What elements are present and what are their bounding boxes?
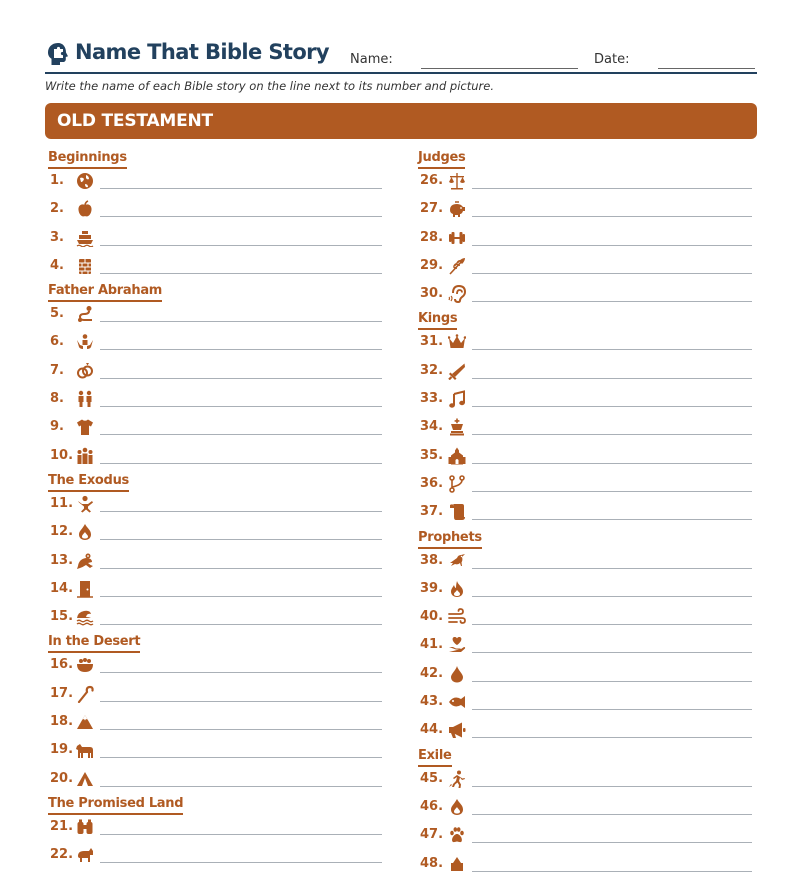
question-row (418, 574, 754, 602)
banner-title: OLD TESTAMENT (57, 111, 213, 131)
calf-icon (76, 741, 94, 759)
question-row (418, 849, 754, 877)
fire-icon (76, 523, 94, 541)
shirt-icon (76, 418, 94, 436)
question-number: 18. (50, 714, 74, 730)
question-row (48, 223, 384, 251)
ship-icon (76, 229, 94, 247)
section-banner (45, 103, 757, 139)
question-number: 29. (420, 257, 444, 273)
section-heading-label: In the Desert (48, 634, 140, 653)
binoculars-icon (76, 818, 94, 836)
answer-line[interactable] (472, 786, 752, 787)
answer-line[interactable] (100, 378, 382, 379)
question-number: 47. (420, 827, 444, 843)
answer-line[interactable] (100, 406, 382, 407)
question-row (418, 715, 754, 743)
answer-line[interactable] (100, 463, 382, 464)
frog-icon (76, 552, 94, 570)
head-puzzle-icon (45, 41, 71, 67)
answer-line[interactable] (472, 842, 752, 843)
question-number: 46. (420, 798, 444, 814)
animal-icon (76, 846, 94, 864)
question-row (418, 602, 754, 630)
answer-line[interactable] (472, 378, 752, 379)
question-row (48, 840, 384, 868)
question-row (48, 356, 384, 384)
question-number: 38. (420, 552, 444, 568)
droplet-icon (448, 665, 466, 683)
question-number: 26. (420, 173, 444, 188)
question-number: 9. (50, 419, 64, 435)
answer-line[interactable] (100, 624, 382, 625)
answer-line[interactable] (472, 406, 752, 407)
family-icon (76, 447, 94, 465)
question-number: 22. (50, 847, 74, 863)
wind-icon (448, 608, 466, 626)
answer-line[interactable] (472, 349, 752, 350)
question-row (418, 166, 754, 194)
question-row (48, 574, 384, 602)
question-row (418, 384, 754, 412)
answer-line[interactable] (472, 568, 752, 569)
section-heading-beginnings (48, 146, 384, 166)
section-heading-the-exodus (48, 469, 384, 489)
question-row (418, 441, 754, 469)
answer-line[interactable] (100, 834, 382, 835)
question-row (48, 166, 384, 194)
twins-icon (76, 390, 94, 408)
question-row (48, 546, 384, 574)
fish-icon (448, 693, 466, 711)
answer-line[interactable] (100, 539, 382, 540)
question-row (48, 441, 384, 469)
answer-line[interactable] (472, 681, 752, 682)
answer-line[interactable] (100, 273, 382, 274)
item-icon (448, 855, 466, 873)
page-title: Name That Bible Story (75, 40, 330, 64)
answer-line[interactable] (472, 273, 752, 274)
question-number: 13. (50, 552, 74, 568)
question-number: 42. (420, 665, 444, 681)
question-number: 34. (420, 419, 444, 435)
crow-icon (448, 552, 466, 570)
scales-icon (448, 172, 466, 190)
question-row (48, 517, 384, 545)
megaphone-icon (448, 721, 466, 739)
right-column (418, 146, 754, 877)
section-heading-label: Prophets (418, 530, 482, 549)
answer-line[interactable] (472, 463, 752, 464)
question-number: 5. (50, 306, 64, 322)
question-row (48, 194, 384, 222)
question-row (418, 194, 754, 222)
section-heading-label: The Promised Land (48, 796, 183, 815)
question-row (48, 327, 384, 355)
question-row (48, 707, 384, 735)
answer-line[interactable] (100, 245, 382, 246)
question-number: 15. (50, 609, 74, 625)
section-heading-label: Judges (418, 150, 465, 169)
answer-line[interactable] (472, 624, 752, 625)
question-number: 10. (50, 447, 74, 463)
question-row (418, 356, 754, 384)
section-heading-in-the-desert (48, 630, 384, 650)
answer-line[interactable] (100, 729, 382, 730)
question-number: 3. (50, 229, 64, 245)
ear-icon (448, 285, 466, 303)
section-heading-label: Father Abraham (48, 283, 162, 302)
brick-tower-icon (76, 257, 94, 275)
question-row (418, 764, 754, 792)
question-row (48, 412, 384, 440)
answer-line[interactable] (100, 349, 382, 350)
fire-icon (448, 798, 466, 816)
question-row (48, 679, 384, 707)
tent-icon (76, 770, 94, 788)
water-wave-icon (76, 608, 94, 626)
question-number: 19. (50, 742, 74, 758)
sword-icon (448, 362, 466, 380)
answer-line[interactable] (472, 519, 752, 520)
answer-line[interactable] (100, 701, 382, 702)
question-row (418, 327, 754, 355)
crown-icon (448, 333, 466, 351)
answer-line[interactable] (472, 596, 752, 597)
name-label: Name: (350, 52, 393, 67)
fork-path-icon (448, 475, 466, 493)
question-number: 43. (420, 694, 444, 710)
section-heading-the-promised-land (48, 792, 384, 812)
answer-line[interactable] (100, 216, 382, 217)
left-column (48, 146, 384, 869)
section-heading-judges (418, 146, 754, 166)
question-row (48, 602, 384, 630)
bread-bowl-icon (76, 656, 94, 674)
question-number: 32. (420, 362, 444, 378)
answer-line[interactable] (472, 737, 752, 738)
question-number: 48. (420, 855, 444, 871)
question-number: 7. (50, 362, 64, 378)
scroll-icon (448, 503, 466, 521)
hands-holding-child-icon (76, 333, 94, 351)
answer-line[interactable] (100, 568, 382, 569)
door-icon (76, 580, 94, 598)
question-row (418, 792, 754, 820)
question-row (418, 497, 754, 525)
question-row (418, 412, 754, 440)
piggy-bank-icon (448, 200, 466, 218)
section-heading-father-abraham (48, 279, 384, 299)
section-heading-kings (418, 307, 754, 327)
question-number: 39. (420, 580, 444, 596)
question-number: 44. (420, 722, 444, 738)
apple-icon (76, 200, 94, 218)
answer-line[interactable] (472, 245, 752, 246)
answer-line[interactable] (100, 188, 382, 189)
question-row (48, 764, 384, 792)
answer-line[interactable] (100, 786, 382, 787)
question-number: 35. (420, 447, 444, 463)
section-heading-prophets (418, 526, 754, 546)
answer-line[interactable] (472, 188, 752, 189)
section-heading-exile (418, 744, 754, 764)
question-number: 12. (50, 524, 74, 540)
question-number: 28. (420, 229, 444, 245)
name-field[interactable] (421, 68, 578, 69)
temple-icon (448, 447, 466, 465)
globe-icon (76, 172, 94, 190)
question-number: 27. (420, 201, 444, 217)
section-heading-label: The Exodus (48, 473, 129, 492)
question-row (48, 299, 384, 327)
question-number: 17. (50, 685, 74, 701)
baby-icon (76, 495, 94, 513)
question-number: 4. (50, 257, 64, 273)
question-row (418, 630, 754, 658)
date-label: Date: (594, 52, 630, 67)
question-number: 30. (420, 286, 444, 302)
question-row (48, 251, 384, 279)
question-row (418, 820, 754, 848)
question-number: 33. (420, 391, 444, 407)
answer-line[interactable] (100, 434, 382, 435)
question-row (48, 735, 384, 763)
section-heading-label: Kings (418, 311, 457, 330)
question-row (48, 812, 384, 840)
question-row (48, 384, 384, 412)
answer-line[interactable] (100, 321, 382, 322)
worksheet-header (45, 38, 757, 74)
question-row (418, 687, 754, 715)
section-heading-label: Beginnings (48, 150, 127, 169)
rings-icon (76, 362, 94, 380)
question-number: 36. (420, 475, 444, 491)
question-row (418, 659, 754, 687)
question-row (48, 650, 384, 678)
question-number: 21. (50, 818, 74, 834)
section-heading-label: Exile (418, 748, 452, 767)
answer-line[interactable] (472, 871, 752, 872)
hand-heart-icon (448, 636, 466, 654)
answer-line[interactable] (100, 511, 382, 512)
answer-line[interactable] (100, 672, 382, 673)
flame-icon (448, 580, 466, 598)
question-number: 14. (50, 580, 74, 596)
route-icon (76, 305, 94, 323)
question-number: 6. (50, 334, 64, 350)
question-number: 8. (50, 391, 64, 407)
mountain-icon (76, 713, 94, 731)
question-number: 31. (420, 334, 444, 350)
question-row (418, 251, 754, 279)
question-number: 40. (420, 609, 444, 625)
question-number: 1. (50, 173, 64, 188)
date-field[interactable] (658, 68, 755, 69)
answer-line[interactable] (472, 491, 752, 492)
wheat-icon (448, 257, 466, 275)
question-row (48, 489, 384, 517)
dumbbell-icon (448, 229, 466, 247)
question-row (418, 469, 754, 497)
question-number: 37. (420, 504, 444, 520)
question-row (418, 279, 754, 307)
music-note-icon (448, 390, 466, 408)
answer-line[interactable] (100, 757, 382, 758)
answer-line[interactable] (472, 709, 752, 710)
question-number: 20. (50, 770, 74, 786)
question-number: 41. (420, 637, 444, 653)
question-number: 2. (50, 201, 64, 217)
question-number: 45. (420, 770, 444, 786)
question-number: 16. (50, 657, 74, 673)
answer-line[interactable] (472, 301, 752, 302)
answer-line[interactable] (472, 814, 752, 815)
answer-line[interactable] (472, 652, 752, 653)
person-running-icon (448, 770, 466, 788)
question-number: 11. (50, 495, 74, 511)
chess-king-icon (448, 418, 466, 436)
answer-line[interactable] (100, 862, 382, 863)
answer-line[interactable] (100, 596, 382, 597)
answer-line[interactable] (472, 216, 752, 217)
question-row (418, 546, 754, 574)
answer-line[interactable] (472, 434, 752, 435)
staff-icon (76, 685, 94, 703)
instructions: Write the name of each Bible story on the line next to its number and picture. (45, 79, 494, 93)
question-row (418, 223, 754, 251)
paw-icon (448, 826, 466, 844)
